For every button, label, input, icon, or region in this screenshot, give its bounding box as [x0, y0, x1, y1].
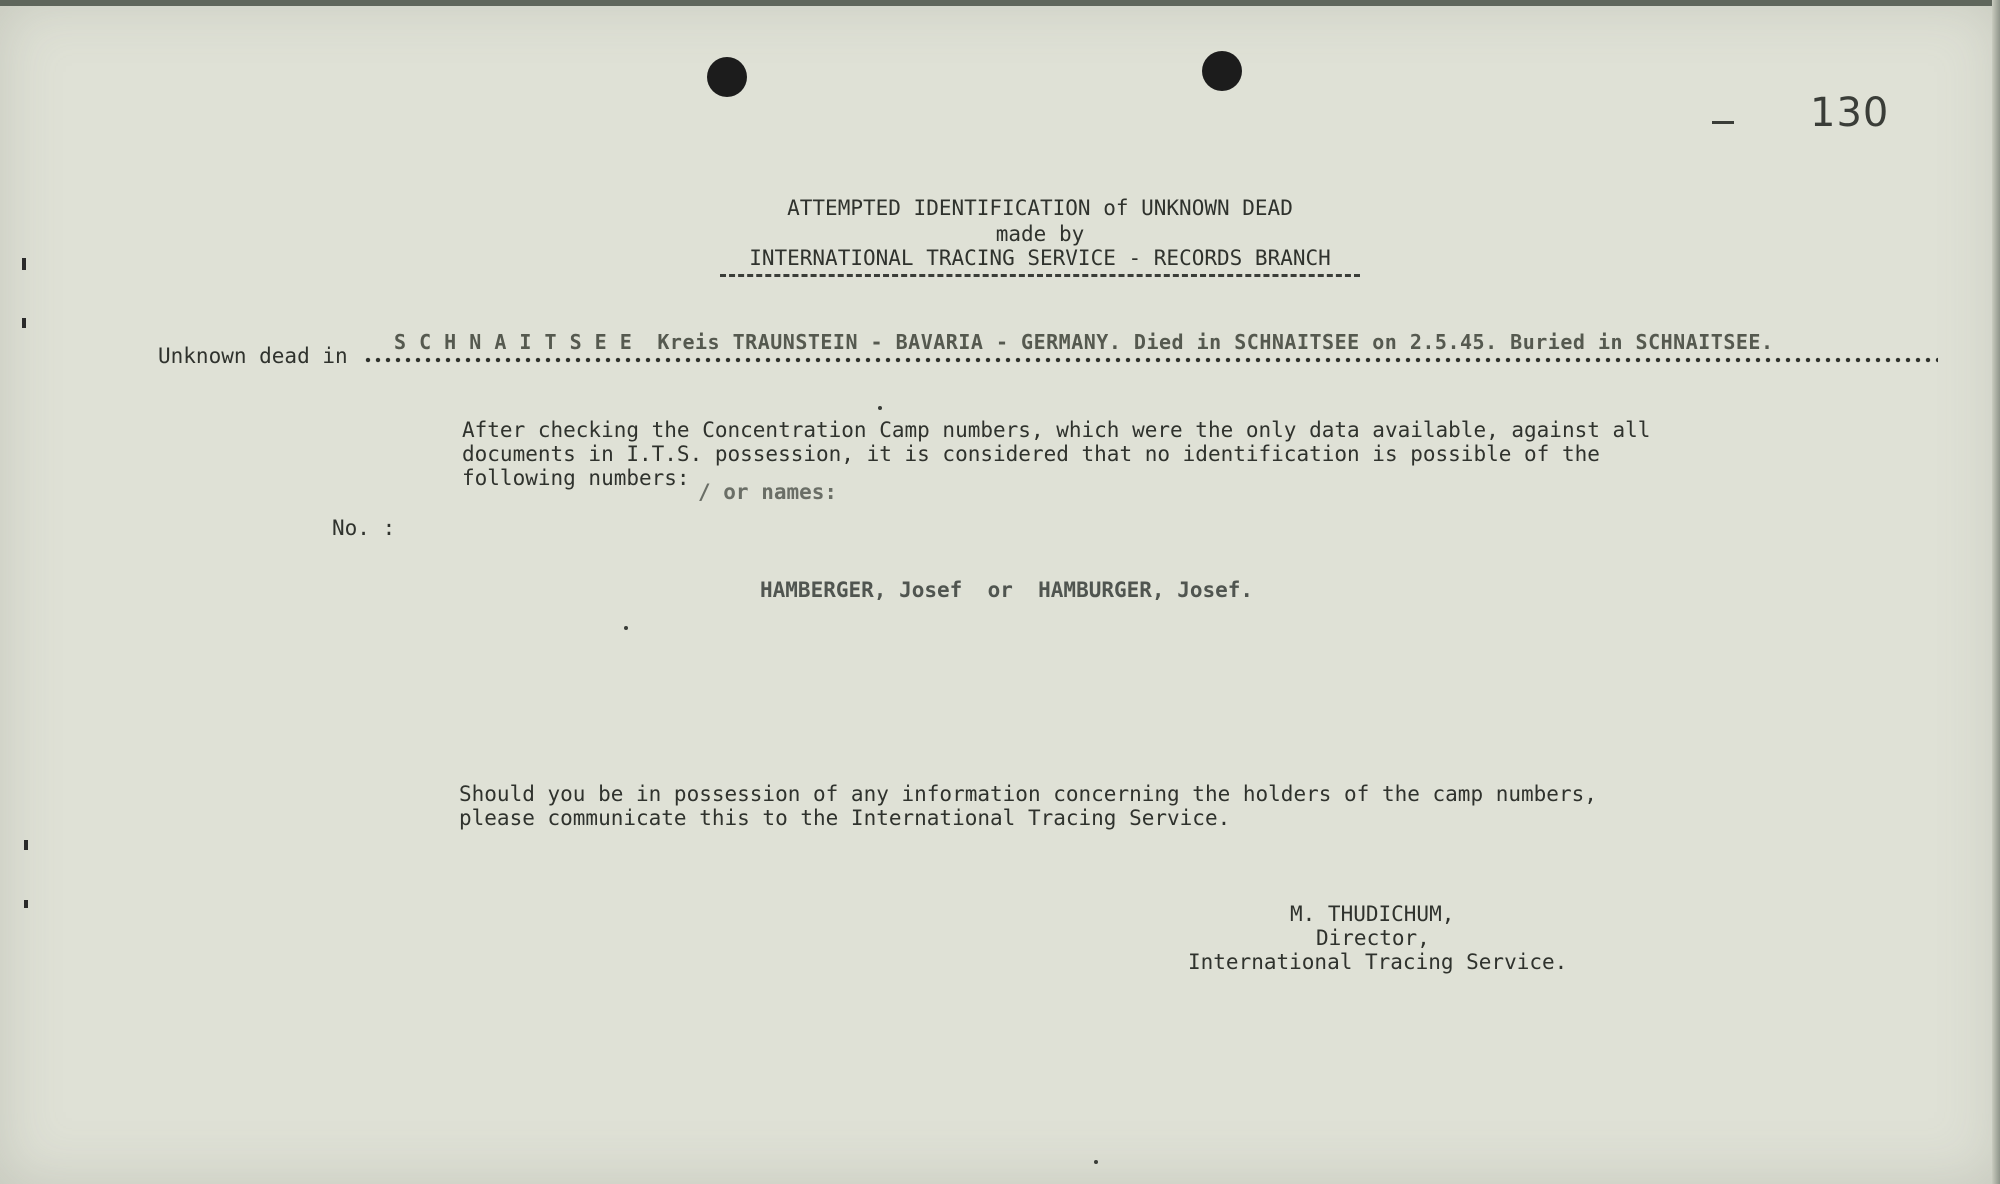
paper-speck: [1094, 1160, 1098, 1164]
or-names-label: / or names:: [698, 480, 838, 504]
margin-mark: [24, 900, 28, 908]
margin-mark: [24, 840, 28, 850]
heading-underline: [720, 274, 1360, 277]
page-number: 130: [1810, 90, 1890, 136]
paper-speck: [624, 626, 628, 630]
unknown-dead-line: [158, 330, 1938, 370]
paper-speck: [878, 406, 882, 410]
paragraph-1-line-3: following numbers:: [462, 466, 690, 490]
margin-mark: [22, 258, 26, 270]
punch-hole-left: [707, 57, 747, 97]
unknown-dead-label: Unknown dead in: [158, 344, 348, 368]
heading-line-1: ATTEMPTED IDENTIFICATION of UNKNOWN DEAD: [787, 196, 1293, 220]
margin-mark: [22, 318, 26, 328]
paragraph-2-line-1: Should you be in possession of any information concerning the holders of the camp numbers,: [459, 782, 1597, 806]
heading-line-2: made by: [995, 222, 1085, 246]
names-list: HAMBERGER, Josef or HAMBURGER, Josef.: [760, 578, 1254, 602]
page-number-dash: [1712, 121, 1734, 124]
signature-name: M. THUDICHUM,: [1290, 902, 1455, 926]
punch-hole-right: [1202, 51, 1242, 91]
paragraph-2-line-2: please communicate this to the International Tracing Service.: [459, 806, 1231, 830]
number-label: No. :: [332, 516, 396, 540]
dotted-fill-line: [363, 356, 1938, 364]
heading-line-3: INTERNATIONAL TRACING SERVICE - RECORDS BRANCH: [749, 246, 1331, 270]
paragraph-1-line-1: After checking the Concentration Camp numbers, which were the only data available, against all: [462, 418, 1651, 442]
paragraph-1-line-2: documents in I.T.S. possession, it is considered that no identification is possible of the: [462, 442, 1600, 466]
signature-title: Director,: [1316, 926, 1430, 950]
page-top-edge: [0, 0, 2000, 6]
page-right-edge: [1992, 0, 2000, 1184]
place-of-death-text: S C H N A I T S E E Kreis TRAUNSTEIN - BAVARIA - GERMANY. Died in SCHNAITSEE on 2.5.45. Buried in SCHNAITSEE.: [394, 330, 1774, 354]
signature-organization: International Tracing Service.: [1188, 950, 1568, 974]
